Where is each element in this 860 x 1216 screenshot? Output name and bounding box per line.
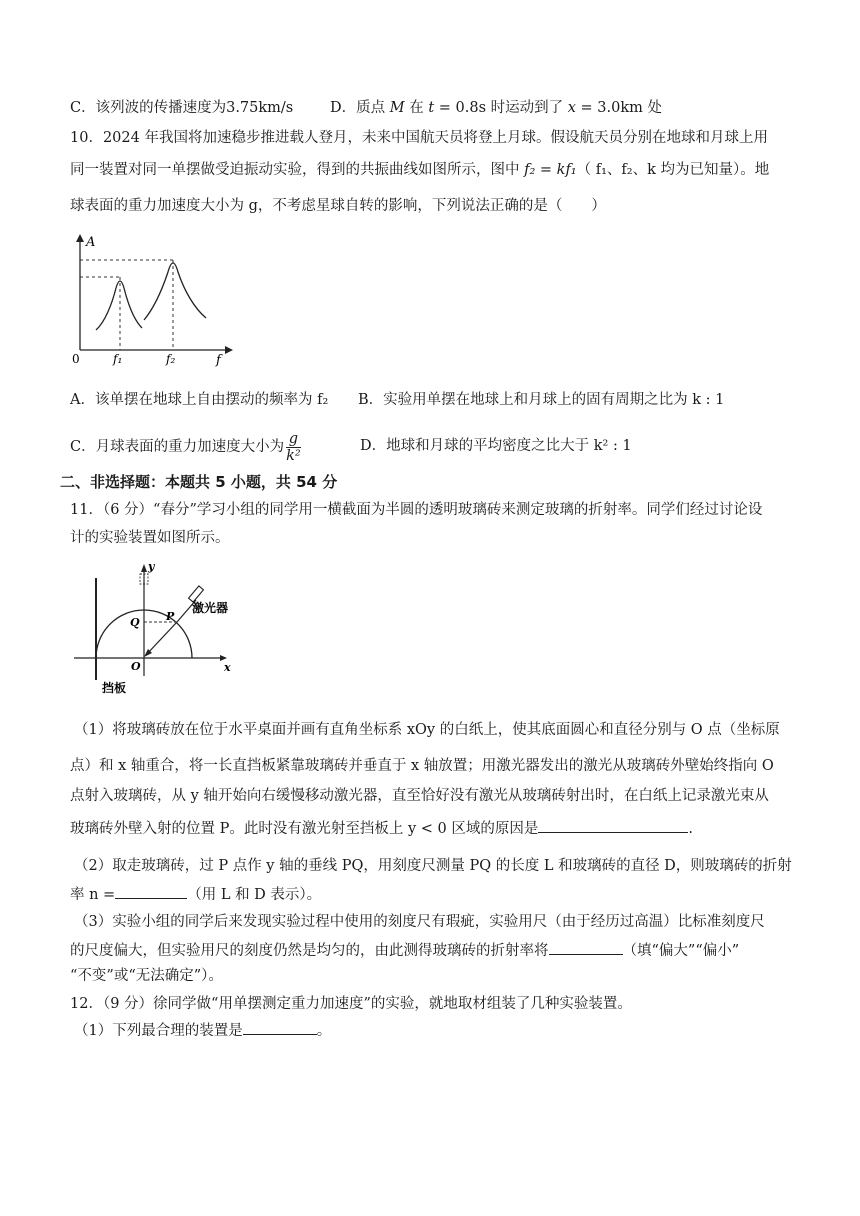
q11-part1-line4: 玻璃砖外壁入射的位置 P。此时没有激光射至挡板上 y < 0 区域的原因是 . [70, 818, 693, 839]
graph-f2-label: f₂ [166, 352, 176, 366]
diagram-q-label: Q [130, 616, 140, 629]
q11-part1-line1: （1）将玻璃砖放在位于水平桌面并画有直角坐标系 xOy 的白纸上，使其底面圆心和直径分别与 O 点（坐标原 [74, 722, 780, 738]
diagram-y-label: y [148, 560, 155, 573]
resonance-curve-graph [70, 232, 240, 367]
refraction-apparatus-diagram [74, 558, 244, 700]
q12-stem-line1: 12．（9 分）徐同学做“用单摆测定重力加速度”的实验，就地取材组装了几种实验装置。 [70, 996, 632, 1012]
answer-blank-4[interactable] [243, 1020, 317, 1035]
q10-option-c: C．月球表面的重力加速度大小为 $\frac{g}{\text{k²}}$ [70, 430, 301, 464]
diagram-board-label: 挡板 [102, 681, 127, 695]
q11-part1-line3: 点射入玻璃砖，从 y 轴开始向右缓慢移动激光器，直至恰好没有激光从玻璃砖射出时，在白纸上记录激光束从 [70, 788, 769, 804]
q11-stem-line2: 计的实验装置如图所示。 [70, 530, 230, 546]
diagram-o-label: O [131, 660, 141, 673]
graph-f1-label: f₁ [113, 352, 123, 366]
q10-option-b: B．实验用单摆在地球上和月球上的固有周期之比为 k : 1 [358, 392, 725, 408]
diagram-x-label: x [224, 661, 231, 674]
q10-option-a: A．该单摆在地球上自由摆动的频率为 f₂ [70, 392, 329, 408]
q11-part2-line2: 率 n = （用 L 和 D 表示）。 [70, 884, 321, 905]
q10-stem-line2: 同一装置对同一单摆做受迫振动实验，得到的共振曲线如图所示，图中 f₂ = kf₁（ f₁、f₂、k 均为已知量）。地 [70, 162, 770, 178]
q10-stem-line1: 10．2024 年我国将加速稳步推进载人登月，未来中国航天员将登上月球。假设航天员分别在地球和月球上用 [70, 130, 768, 146]
q12-part1: （1）下列最合理的装置是 。 [74, 1020, 331, 1041]
answer-blank-2[interactable] [115, 884, 187, 899]
answer-blank-1[interactable] [538, 818, 688, 833]
diagram-laser-label: 激光器 [192, 601, 229, 615]
q11-part1-line2: 点）和 x 轴重合，将一长直挡板紧靠玻璃砖并垂直于 x 轴放置；用激光器发出的激光从玻璃砖外壁始终指向 O [70, 758, 774, 774]
graph-y-label: A [86, 235, 96, 250]
q11-part3-line3: “不变”或“无法确定”）。 [70, 968, 223, 984]
graph-x-label: f [216, 353, 221, 367]
q11-stem-line1: 11．（6 分）“春分”学习小组的同学用一横截面为半圆的透明玻璃砖来测定玻璃的折射率。同学们经过讨论设 [70, 502, 763, 518]
q10-option-d: D．地球和月球的平均密度之比大于 k² : 1 [360, 438, 632, 454]
q9-option-d: D．质点 M 在 t = 0.8s 时运动到了 x = 3.0km 处 [330, 100, 662, 116]
section-heading: 二、非选择题：本题共 5 小题，共 54 分 [60, 473, 338, 491]
graph-origin: 0 [72, 352, 80, 366]
answer-blank-3[interactable] [549, 940, 623, 955]
q11-part3-line1: （3）实验小组的同学后来发现实验过程中使用的刻度尺有瑕疵，实验用尺（由于经历过高温）比标准刻度尺 [74, 914, 765, 930]
q11-part2-line1: （2）取走玻璃砖，过 P 点作 y 轴的垂线 PQ，用刻度尺测量 PQ 的长度 L 和玻璃砖的直径 D，则玻璃砖的折射 [74, 858, 792, 874]
q9-option-c: C．该列波的传播速度为3.75km/s [70, 100, 294, 116]
q10-stem-line3: 球表面的重力加速度大小为 g，不考虑星球自转的影响，下列说法正确的是（ ） [70, 198, 606, 214]
q11-part3-line2: 的尺度偏大，但实验用尺的刻度仍然是均匀的，由此测得玻璃砖的折射率将 （填“偏大”“偏小” [70, 940, 739, 961]
diagram-p-label: P [166, 610, 175, 623]
